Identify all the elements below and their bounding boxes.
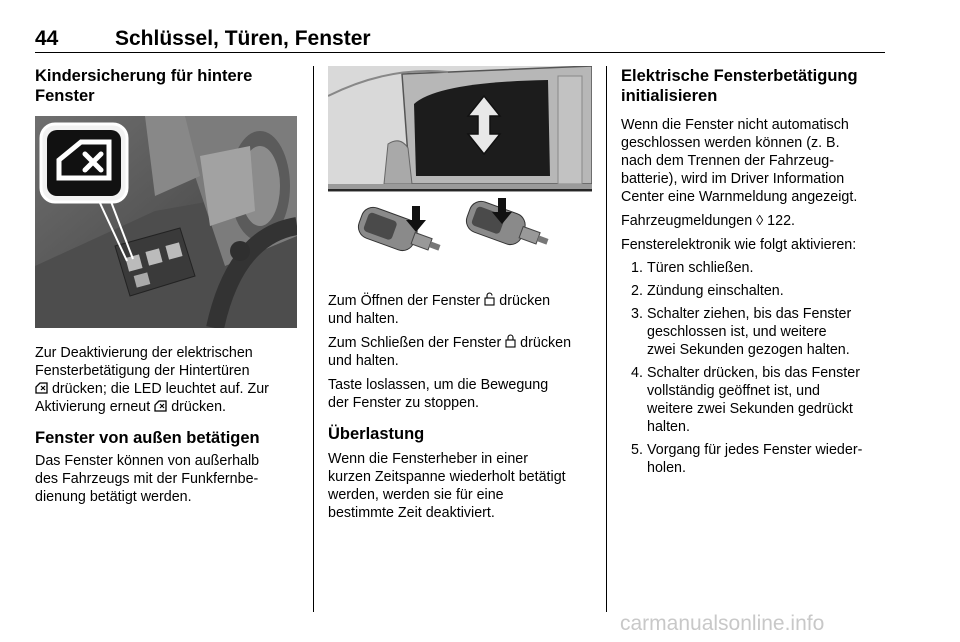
- step-number: 2.: [631, 283, 643, 299]
- step-number: 3.: [631, 306, 643, 322]
- paragraph-overload: Wenn die Fensterheber in einer kurzen Zeitspanne wiederholt betätigt werden, werden sie für eine bestimmte Zeit deaktiviert.: [328, 451, 566, 521]
- column-2-text: [328, 292, 592, 522]
- section-heading-child-lock: Kindersicherung für hintere Fenster: [35, 67, 253, 105]
- step-text-line: weitere zwei Sekunden gedrückt: [647, 401, 853, 417]
- paragraph-child-lock: Zur Deaktivierung der elektrischen Fensterbetätigung der Hintertüren drücken; die LED leuchtet auf. Zur Aktivierung erneut drücken.: [35, 345, 269, 415]
- section-heading-initialise: Elektrische Fensterbetätigung initialisieren: [621, 67, 858, 105]
- step-number: 4.: [631, 365, 643, 381]
- step-list: [621, 259, 889, 477]
- paragraph-activate: Fensterelektronik wie folgt aktivieren:: [621, 237, 857, 253]
- column-divider-1: [313, 66, 314, 612]
- paragraph-remote: Das Fenster können von außerhalb des Fahrzeugs mit der Funkfernbe- dienung betätigt werden.: [35, 453, 260, 505]
- figure-remote-window: [328, 66, 592, 282]
- step-item: [621, 282, 889, 300]
- paragraph-vehicle-messages: Fahrzeugmeldungen ◊ 122.: [621, 213, 795, 229]
- paragraph-open-windows: Zum Öffnen der Fenster drücken und halten.: [328, 293, 551, 327]
- page-number: 44: [35, 27, 59, 50]
- section-heading-remote: Fenster von außen betätigen: [35, 429, 260, 447]
- figure-child-lock-switch: [35, 116, 297, 328]
- step-text-line: Schalter drücken, bis das Fenster: [647, 365, 860, 381]
- step-item: [621, 259, 889, 277]
- column-1: [35, 66, 299, 106]
- step-item: [621, 364, 889, 436]
- step-text-line: vollständig geöffnet ist, und: [647, 383, 821, 399]
- step-item: [621, 441, 889, 477]
- window-lock-icon: [35, 382, 48, 394]
- unlock-icon: [484, 292, 495, 306]
- lock-icon: [505, 334, 516, 348]
- step-text-line: zwei Sekunden gezogen halten.: [647, 342, 850, 358]
- column-1-text: [35, 344, 299, 506]
- step-item: [621, 305, 889, 359]
- page-reference[interactable]: ◊ 122.: [752, 213, 795, 229]
- watermark: carmanualsonline.info: [620, 612, 825, 635]
- page-header: [35, 27, 885, 53]
- step-text-line: geschlossen ist, und weitere: [647, 324, 827, 340]
- paragraph-initialise-intro: Wenn die Fenster nicht automatisch geschlossen werden können (z. B. nach dem Trennen der Fahrzeug- batterie), wird im Driver Information Center eine Warnmeldung angezeigt.: [621, 117, 858, 205]
- step-text-line: halten.: [647, 419, 690, 435]
- paragraph-stop-movement: Taste loslassen, um die Bewegung der Fenster zu stoppen.: [328, 377, 549, 411]
- section-heading-overload: Überlastung: [328, 425, 425, 443]
- step-text-line: Vorgang für jedes Fenster wieder-: [647, 442, 863, 458]
- paragraph-close-windows: Zum Schließen der Fenster drücken und halten.: [328, 335, 572, 369]
- column-3: [621, 66, 889, 482]
- window-lock-icon: [154, 400, 167, 412]
- column-divider-2: [606, 66, 607, 612]
- step-text-line: Schalter ziehen, bis das Fenster: [647, 306, 852, 322]
- step-text-line: holen.: [647, 460, 686, 476]
- step-text-line: Zündung einschalten.: [647, 283, 784, 299]
- step-number: 1.: [631, 260, 643, 276]
- step-text-line: Türen schließen.: [647, 260, 754, 276]
- chapter-title: Schlüssel, Türen, Fenster: [115, 27, 371, 50]
- step-number: 5.: [631, 442, 643, 458]
